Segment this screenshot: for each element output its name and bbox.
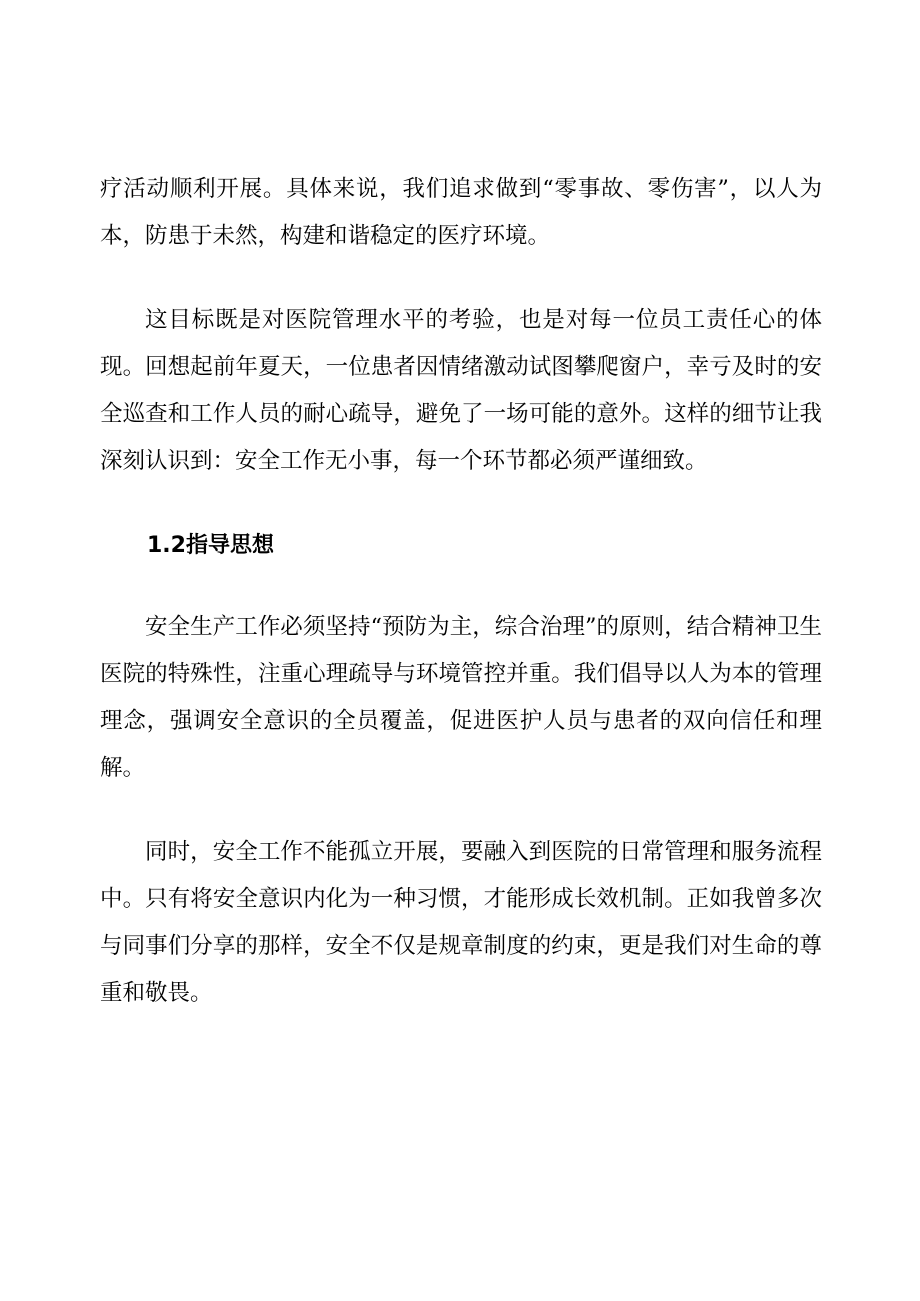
paragraph-guiding-principle: 安全生产工作必须坚持“预防为主，综合治理”的原则，结合精神卫生医院的特殊性，注重心理疏导与环境管控并重。我们倡导以人为本的管理理念，强调安全意识的全员覆盖，促进医护人员与患者的双向信任和理解。 <box>100 614 822 781</box>
paragraph-goal-reflection: 这目标既是对医院管理水平的考验，也是对每一位员工责任心的体现。回想起前年夏天，一位患者因情绪激动试图攀爬窗户，幸亏及时的安全巡查和工作人员的耐心疏导，避免了一场可能的意外。这样的细节让我深刻认识到：安全工作无小事，每一个环节都必须严谨细致。 <box>100 307 822 474</box>
paragraph-gap <box>100 792 822 829</box>
paragraph-gap <box>100 260 822 297</box>
paragraph-continuation: 疗活动顺利开展。具体来说，我们追求做到“零事故、零伤害”，以人为本，防患于未然，构建和谐稳定的医疗环境。 <box>100 176 822 249</box>
paragraph-gap <box>100 485 822 522</box>
section-heading: 1.2指导思想 <box>147 533 274 558</box>
paragraph-integration: 同时，安全工作不能孤立开展，要融入到医院的日常管理和服务流程中。只有将安全意识内化为一种习惯，才能形成长效机制。正如我曾多次与同事们分享的那样，安全不仅是规章制度的约束，更是我们对生命的尊重和敬畏。 <box>100 839 822 1006</box>
document-body <box>100 166 822 1017</box>
paragraph-gap <box>100 569 822 604</box>
